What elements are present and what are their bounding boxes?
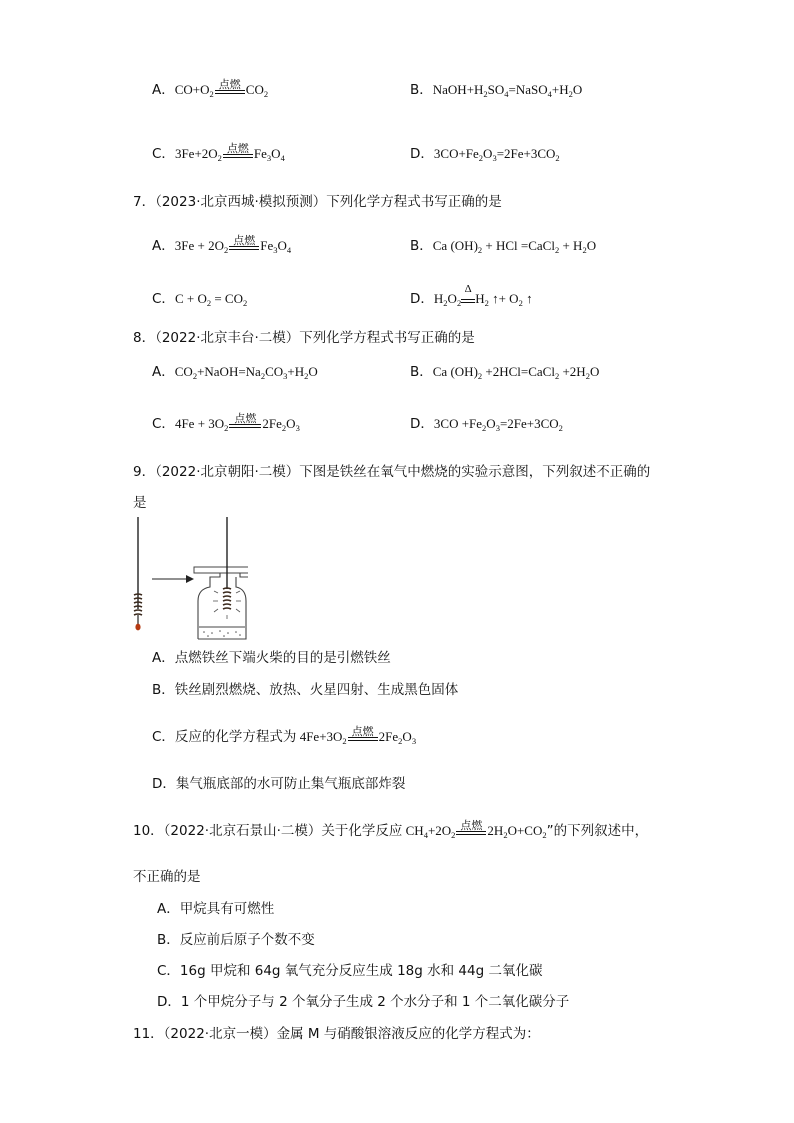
q8-option-b: B．Ca $(OH)_2$ +2HCl=CaCl$_2$ $+2H_2O$: [410, 364, 600, 381]
q6-option-d: D．$3CO+Fe_2O_3=2Fe+3CO_2$: [410, 146, 560, 163]
q8-option-a: A．$CO_2+NaOH=Na_2CO_3+H_2O$: [152, 364, 318, 381]
q10-option-b: B．反应前后原子个数不变: [157, 932, 315, 948]
q7-stem: 7．（2023·北京西城·模拟预测）下列化学方程式书写正确的是: [133, 194, 502, 210]
q10-stem-line1: 10．（2022·北京石景山·二模）关于化学反应 $CH_4+2O_2$ 点燃 $2H_2O+CO_2$”的下列叙述中，: [133, 820, 649, 840]
q6-option-a: A．$CO+O_2$ 点燃 $CO_2$: [152, 79, 269, 99]
q6-option-c: C．$3Fe+2O_2$ 点燃 $Fe_3O_4$: [152, 143, 285, 163]
q9-option-d: D．集气瓶底部的水可防止集气瓶底部炸裂: [152, 776, 406, 792]
q9-option-b: B．铁丝剧烈燃烧、放热、火星四射、生成黑色固体: [152, 682, 459, 698]
q10-stem-line2: 不正确的是: [133, 869, 201, 885]
q11-stem: 11．（2022·北京一模）金属 M 与硝酸银溶液反应的化学方程式为：: [133, 1026, 540, 1042]
q10-option-a: A．甲烷具有可燃性: [157, 901, 275, 917]
q7-option-a: A．$3Fe + 2O_2$ 点燃 $Fe_3O_4$: [152, 235, 292, 255]
q8-stem: 8．（2022·北京丰台·二模）下列化学方程式书写正确的是: [133, 330, 475, 346]
q9-stem-line1: 9．（2022·北京朝阳·二模）下图是铁丝在氧气中燃烧的实验示意图，下列叙述不正确的: [133, 464, 651, 480]
q7-option-b: B．Ca $(OH)_2$ + HCl =CaCl$_2$ + $H_2O$: [410, 238, 597, 255]
iron-wire-oxygen-experiment-figure: [128, 517, 248, 642]
q8-option-d: D．$3CO +Fe_2O_3=2Fe+3CO_2$: [410, 416, 563, 433]
q6-option-b: B．$NaOH+H_2SO_4=NaSO_4+H_2O$: [410, 82, 583, 99]
q10-option-d: D．1 个甲烷分子与 2 个氧分子生成 2 个水分子和 1 个二氧化碳分子: [157, 994, 570, 1010]
q9-option-a: A．点燃铁丝下端火柴的目的是引燃铁丝: [152, 650, 391, 666]
q10-option-c: C．16g 甲烷和 64g 氧气充分反应生成 18g 水和 44g 二氧化碳: [157, 963, 543, 979]
q9-option-c: C．反应的化学方程式为 $4Fe+3O_2$ 点燃 $2Fe_2O_3$: [152, 726, 417, 746]
q9-stem-line2: 是: [133, 495, 147, 511]
q7-option-c: C．$C + O_2 = CO_2$: [152, 291, 248, 308]
q7-option-d: D．$H_2O_2$ Δ $H_2$ ↑+ $O_2$ ↑: [410, 283, 533, 308]
q8-option-c: C．$4Fe + 3O_2$ 点燃 $2Fe_2O_3$: [152, 413, 300, 433]
